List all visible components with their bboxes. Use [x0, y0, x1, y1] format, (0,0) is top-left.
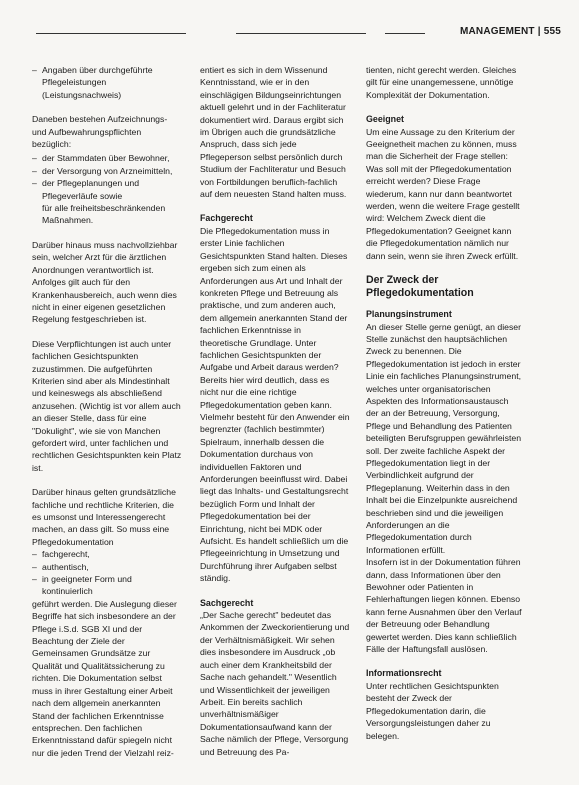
subheading: Planungsinstrument	[366, 309, 452, 320]
subheading: Geeignet	[366, 114, 404, 125]
paragraph: Insofern ist in der Dokumentation führen dann, dass Informationen über den Bewohner oder Patienten in Fehlerhaftungen liegen können. Ebenso kann ferne Ausnahmen über den Verlauf der Betreuung oder Behandlung gewertet werden. Dies kann schließlich Fälle der Haftungsfall auslösen.	[366, 557, 522, 655]
section-name: MANAGEMENT	[459, 26, 535, 37]
paragraph: Die Pflegedokumentation muss in erster Linie fachlichen Gesichtspunkten Stand halten. Dieses ergeben sich zum einen als Anforderungen aus Art und Inhalt der konkreten Pflege und Betreuung als praktische, und zum anderen auch, dem allgemein anerkannten Stand der fachlichen Erkenntnisse in theoretische Grundlage. Unter fachlichen Gesichtspunkten der Aufgabe und Arbeit daraus werden? Bereits hier wird deutlich, dass es nicht nur die eine richtige Pflegedokumentation geben kann. Vielmehr besteht für den Anwender ein begrenzter (fachlich bestimmter) Spielraum, innerhalb dessen die Dokumentation durchaus von individuellen Faktoren und Anforderungen beeinflusst wird. Dabei liegt das Inhalts- und Gestaltungsrecht bezüglich Form und Inhalt der Pflegedokumentation bei der Einrichtung, nicht bei MDK oder Aufsicht. Es handelt schließlich um die Pflegeeinrichtung in Umsetzung und Durchführung ihrer Aufgaben selbst ständig.	[200, 225, 350, 584]
paragraph: Unter rechtlichen Gesichtspunkten besteht der Zweck der Pflegedokumentation darin, die Versorgungsleistungen daher zu belegen.	[366, 680, 499, 741]
paragraph: Darüber hinaus gelten grundsätzliche fachliche und rechtliche Kriterien, die es umsonst und Interessengerecht machen, an dass gilt. So muss eine Pflegedokumentation	[32, 487, 176, 547]
paragraph: An dieser Stelle gerne genügt, an dieser Stelle zunächst den hauptsächlichen Zweck zu benennen. Die Pflegedokumentation ist jedoch in erster Linie ein fachliches Planungsinstrument, welches unter organisatorischen Aspekten des Informationsaustausch der an der Betreuung, Versorgung, Pflege und Behandlung des Patienten beteiligten Berufsgruppen gewährleisten soll. Der zweite fachliche Aspekt der Pflegedokumentation liegt in der Verbindlichkeit aufgrund der Pflegeplanung. Weiterhin dass in den Inhalt bei die Einzelpunkte ausreichend beschrieben sind und die jeweiligen Anforderungen an die Pflegedokumentation durch Informationen erfüllt.	[366, 321, 522, 555]
text-column-3	[366, 64, 522, 754]
section-heading: Der Zweck der Pflegedokumentation	[366, 274, 474, 300]
bullet-list	[32, 548, 182, 598]
bullet-list	[32, 152, 182, 202]
header-rule	[385, 33, 425, 34]
paragraph: tienten, nicht gerecht werden. Gleiches gilt für eine unangemessene, unnötige Komplexität der Dokumentation.	[366, 65, 517, 100]
paragraph: Daneben bestehen Aufzeichnungs- und Aufbewahrungspflichten bezüglich:	[32, 114, 168, 150]
paragraph: entiert es sich in dem Wissenund Kenntnisstand, wie er in den einschlägigen Bildungseinrichtungen aktuell gelehrt und in der Fachliteratur dokumentiert wird. Daraus ergibt sich im Übrigen auch die grundsätzliche Anspruch, dass sich jede Pflegeperson selbst persönlich durch Studium der Fachliteratur und Besuch von Fortbildungen beruflich-fachlich auf dem neuesten Stand halten muss.	[200, 65, 347, 200]
bullet-list	[32, 64, 182, 101]
subheading: Sachgerecht	[200, 597, 254, 608]
header-rule	[36, 33, 186, 34]
subheading: Informationsrecht	[366, 668, 442, 679]
list-item: – fachgerecht,	[32, 548, 182, 560]
paragraph: Diese Verpflichtungen ist auch unter fachlichen Gesichtspunkten zuzustimmen. Die aufgeführten Kriterien sind aber als Mindestinhalt und keineswegs als abschließend anzusehen. (Wichtig ist vor allem auch an dieser Stelle, dass für eine "Dokulight", wie sie von Manchen gefordert wird, unter fachlichen und rechtlichen Gesichtspunkten kein Platz ist.	[32, 338, 182, 473]
header-rule	[236, 33, 366, 34]
running-head	[460, 26, 561, 37]
list-item: – der Stammdaten über Bewohner,	[32, 152, 182, 164]
text-column-1	[32, 64, 182, 771]
list-item: – Angaben über durchgeführte Pflegeleistungen (Leistungsnachweis)	[32, 64, 182, 101]
list-item: – der Versorgung von Arzneimitteln,	[32, 165, 182, 177]
list-item: – der Pflegeplanungen und Pflegeverläufe sowie	[32, 177, 182, 202]
list-item: – authentisch,	[32, 561, 182, 573]
paragraph: geführt werden. Die Auslegung dieser Begriffe hat sich insbesondere an der Pflege i.S.d. SGB XI und der Beachtung der Ziele der Gemeinsamen Grundsätze zur Qualität und Qualitätssicherung zu richten. Die Dokumentation selbst muss in ihrer Gestaltung einer Arbeit nach dem allgemein anerkannten Stand der fachlichen Erkenntnisse entsprechen. Den fachlichen Erkenntnisstand dafür spiegeln nicht nur die jeden Trend der Vielzahl reiz-	[32, 598, 177, 758]
paragraph: Um eine Aussage zu den Kriterium der Geeignetheit machen zu können, muss man die Sicherheit der Frage stellen: Was soll mit der Pflegedokumentation erreicht werden? Diese Frage wiederum, kann nur dann beantwortet werden, wenn die weitere Frage gestellt wird: Welchem Zweck dient die Pflegedokumentation? Geeignet kann die Pflegedokumentation nämlich nur dann sein, wenn sie ihren Zweck erfüllt.	[366, 126, 520, 261]
page-number: 555	[543, 26, 561, 37]
list-item: – in geeigneter Form und kontinuierlich	[32, 573, 182, 598]
page-header	[0, 24, 579, 44]
text-column-2	[200, 64, 350, 770]
paragraph: „Der Sache gerecht" bedeutet das Ankommen der Zweckorientierung und der Verhältnismäßigkeit. Wir sehen dies insbesondere im Ausdruck „ob auch einer dem Krankheitsbild der Sache nach gehandelt." Wesentlich und Wissentlichkeit der jeweiligen Arbeit. Ein bereits sachlich unverhältnismäßiger Dokumentationsaufwand kann der Sache nämlich der Pflege, Versorgung und Betreuung des Pa-	[200, 610, 350, 757]
separator: |	[537, 26, 541, 37]
paragraph: für alle freiheitsbeschränkenden Maßnahmen.	[42, 203, 166, 226]
paragraph: Darüber hinaus muss nachvollziehbar sein, welcher Arzt für die ärztlichen Anordnungen verantwortlich ist. Anfolges gilt auch für den Krankenhausbereich, auch wenn dies nicht in einer eigenen gesetzlichen Regelung festgeschrieben ist.	[32, 239, 178, 325]
subheading: Fachgerecht	[200, 213, 253, 224]
